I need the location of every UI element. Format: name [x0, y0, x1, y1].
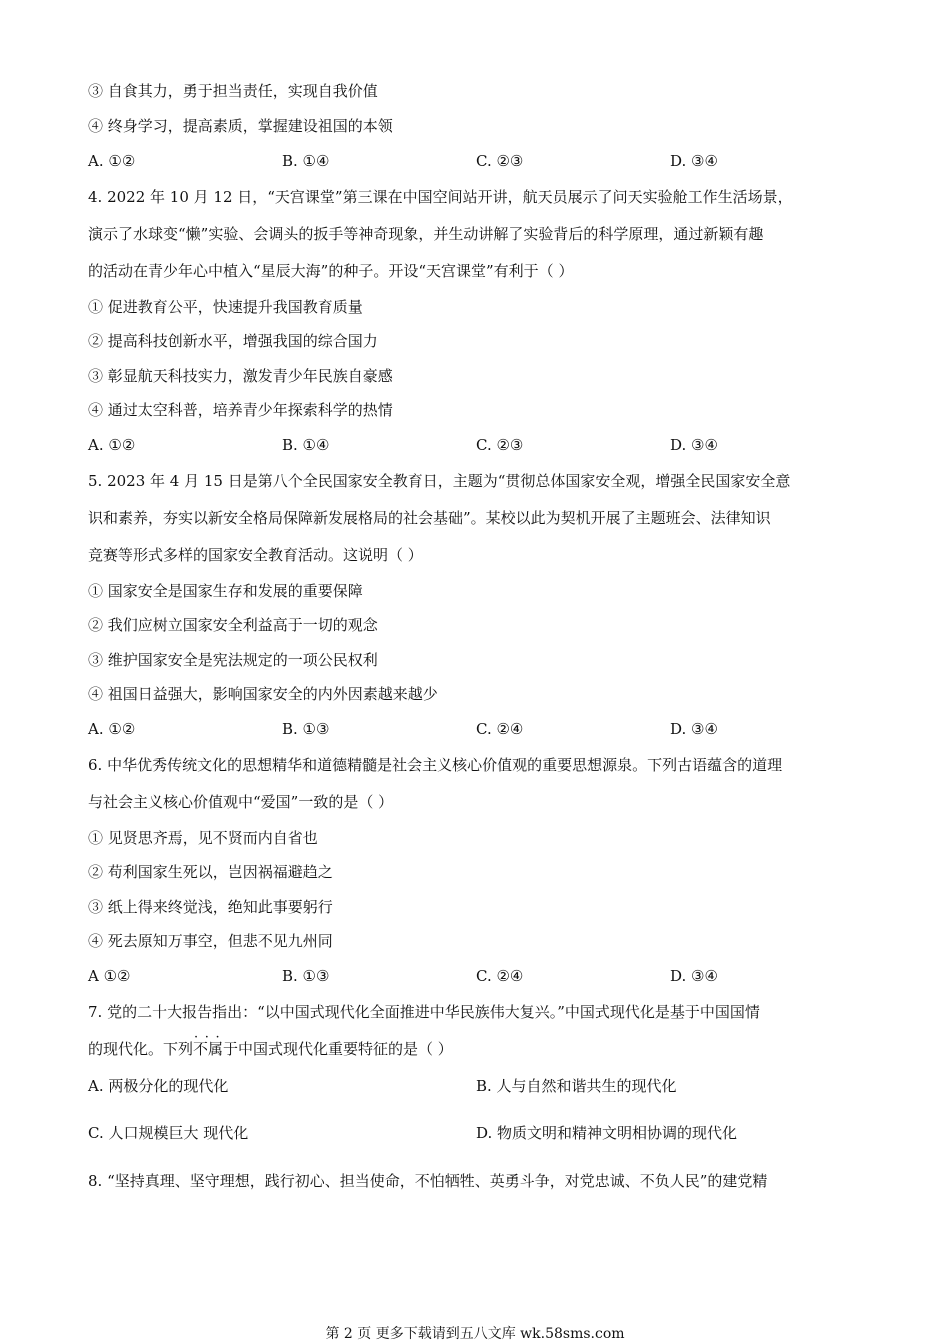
q5-statement-4: ④ 祖国日益强大，影响国家安全的内外因素越来越少: [88, 685, 438, 703]
q4-stem-line-1: 4. 2022 年 10 月 12 日，“天宫课堂”第三课在中国空间站开讲，航天员展示了问天实验舱工作生活场景，: [88, 188, 793, 206]
q6-option-b: B. ①③: [282, 967, 330, 985]
q5-stem-line-2: 识和素养，夯实以新安全格局保障新发展格局的社会基础”。某校以此为契机开展了主题班会、法律知识: [88, 509, 771, 527]
q4-stem-line-2: 演示了水球变“懒”实验、会调头的扳手等神奇现象，并生动讲解了实验背后的科学原理，通过新颖有趣: [88, 225, 764, 243]
q6-options: [88, 965, 878, 987]
q7-option-b: B. 人与自然和谐共生的现代化: [476, 1077, 677, 1095]
q4-stem-line-3: 的活动在青少年心中植入“星辰大海”的种子。开设“天宫课堂”有利于（ ）: [88, 262, 574, 280]
q6-statement-2: ② 苟利国家生死以，岂因祸福避趋之: [88, 863, 333, 881]
q4-option-b: B. ①④: [282, 436, 330, 454]
q4-statement-3: ③ 彰显航天科技实力，激发青少年民族自豪感: [88, 367, 393, 385]
q5-option-c: C. ②④: [476, 720, 524, 738]
q7-options-row-1: [88, 1075, 878, 1097]
q5-statement-3: ③ 维护国家安全是宪法规定的一项公民权利: [88, 651, 378, 669]
q3-option-d: D. ③④: [670, 152, 718, 170]
q5-option-d: D. ③④: [670, 720, 718, 738]
q4-option-c: C. ②③: [476, 436, 524, 454]
q6-stem-line-2: 与社会主义核心价值观中“爱国”一致的是（ ）: [88, 793, 394, 811]
q6-statement-4: ④ 死去原知万事空，但悲不见九州同: [88, 932, 333, 950]
q7-stem-suffix: 中国式现代化重要特征的是（ ）: [238, 1040, 453, 1058]
q5-stem-line-3: 竞赛等形式多样的国家安全教育活动。这说明（ ）: [88, 546, 423, 564]
q5-option-b: B. ①③: [282, 720, 330, 738]
q7-options-row-2: [88, 1122, 878, 1144]
q3-statement-3: ③ 自食其力，勇于担当责任，实现自我价值: [88, 82, 378, 100]
q7-option-c: C. 人口规模巨大 现代化: [88, 1124, 249, 1142]
q7-stem-line-1: 7. 党的二十大报告指出：“以中国式现代化全面推进中华民族伟大复兴。”中国式现代化是基于中国国情: [88, 1003, 760, 1021]
q4-statement-2: ② 提高科技创新水平，增强我国的综合国力: [88, 332, 378, 350]
q5-option-a: A. ①②: [88, 720, 136, 738]
q7-option-d: D. 物质文明和精神文明相协调的现代化: [476, 1124, 738, 1142]
q3-option-c: C. ②③: [476, 152, 524, 170]
q3-options: [88, 150, 878, 172]
q4-statement-4: ④ 通过太空科普，培养青少年探索科学的热情: [88, 401, 393, 419]
q4-statement-1: ① 促进教育公平，快速提升我国教育质量: [88, 298, 363, 316]
q6-statement-3: ③ 纸上得来终觉浅，绝知此事要躬行: [88, 898, 333, 916]
q7-stem-prefix: 的现代化。下列: [88, 1040, 194, 1058]
q6-option-a: A ①②: [88, 967, 131, 985]
q5-statement-1: ① 国家安全是国家生存和发展的重要保障: [88, 582, 363, 600]
q6-option-c: C. ②④: [476, 967, 524, 985]
q5-statement-2: ② 我们应树立国家安全利益高于一切的观念: [88, 616, 378, 634]
q7-option-a: A. 两极分化的现代化: [88, 1077, 229, 1095]
q5-options: [88, 718, 878, 740]
q4-option-a: A. ①②: [88, 436, 136, 454]
q7-emphasized-not: 不属于 · · ·: [193, 1040, 238, 1058]
q3-option-b: B. ①④: [282, 152, 330, 170]
q6-option-d: D. ③④: [670, 967, 718, 985]
q5-stem-line-1: 5. 2023 年 4 月 15 日是第八个全民国家安全教育日，主题为“贯彻总体国家安全观，增强全民国家安全意: [88, 472, 791, 490]
q7-stem-line-2: [88, 1038, 453, 1060]
page-footer: 第 2 页 更多下载请到五八文库 wk.58sms.com: [325, 1326, 625, 1342]
q6-statement-1: ① 见贤思齐焉，见不贤而内自省也: [88, 829, 318, 847]
q3-statement-4: ④ 终身学习，提高素质，掌握建设祖国的本领: [88, 117, 393, 135]
q4-options: [88, 434, 878, 456]
q4-option-d: D. ③④: [670, 436, 718, 454]
q3-option-a: A. ①②: [88, 152, 136, 170]
q8-stem-line-1: 8. “坚持真理、坚守理想，践行初心、担当使命，不怕牺牲、英勇斗争，对党忠诚、不负人民”的建党精: [88, 1172, 768, 1190]
q6-stem-line-1: 6. 中华优秀传统文化的思想精华和道德精髓是社会主义核心价值观的重要思想源泉。下列古语蕴含的道理: [88, 756, 783, 774]
